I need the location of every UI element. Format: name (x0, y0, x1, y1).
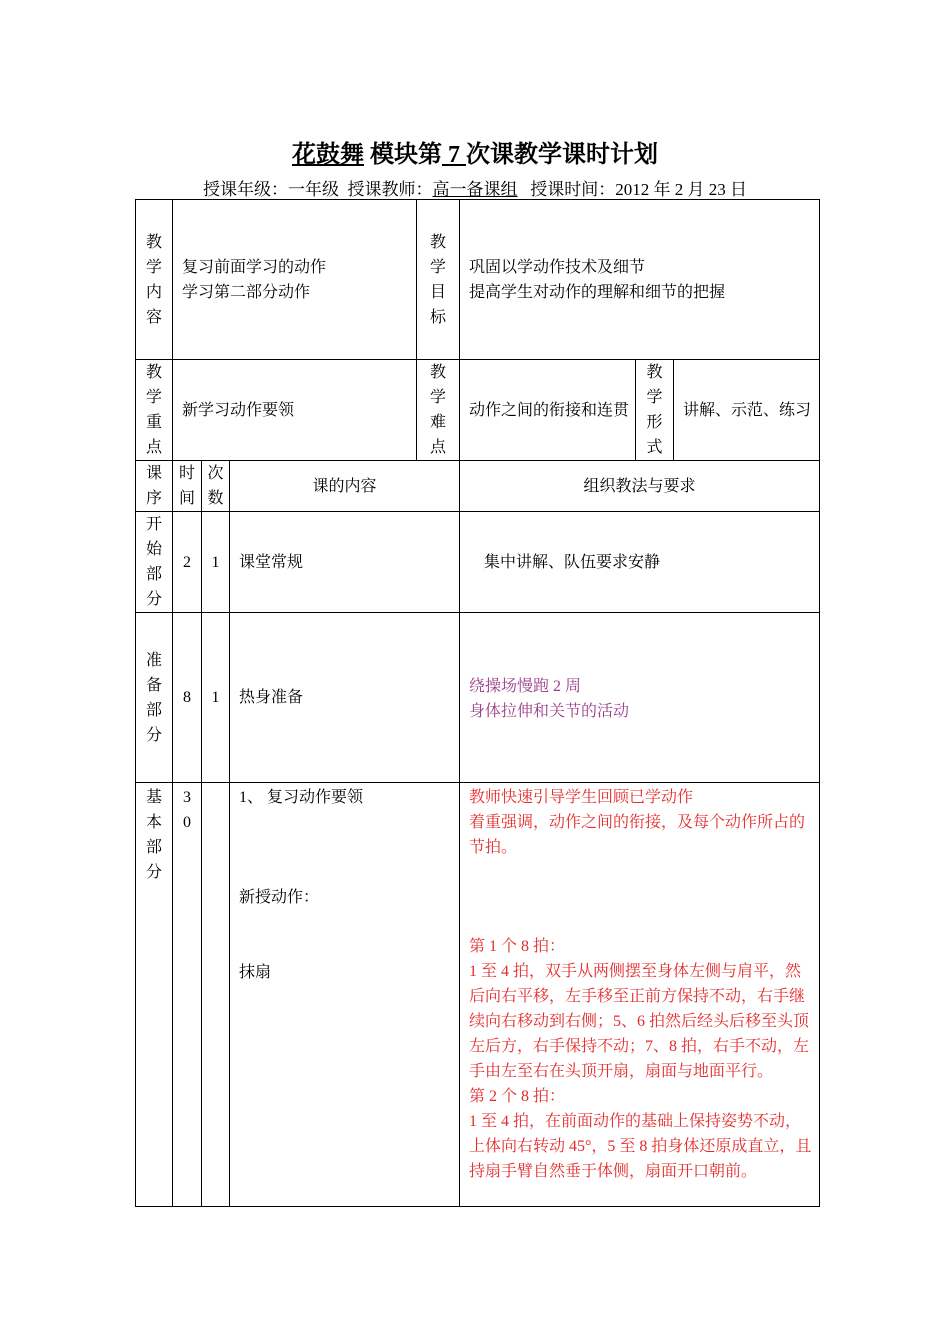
key-label: 教 学 重 点 (136, 360, 173, 461)
section-count: 1 (202, 512, 230, 613)
form-text: 讲解、示范、练习 (674, 360, 820, 461)
content-label: 教 学 内 容 (136, 200, 173, 360)
key-text: 新学习动作要领 (173, 360, 417, 461)
section-content: 热身准备 (230, 613, 460, 783)
section-row-start (136, 512, 820, 613)
difficulty-text: 动作之间的衔接和连贯 (460, 360, 636, 461)
method-header: 组织教法与要求 (460, 461, 820, 512)
section-content: 1、 复习动作要领 新授动作： 抹扇 (230, 783, 460, 1207)
section-method: 绕操场慢跑 2 周 身体拉伸和关节的活动 (460, 613, 820, 783)
goal-text: 巩固以学动作技术及细节 提高学生对动作的理解和细节的把握 (460, 200, 820, 360)
order-header: 课 序 (136, 461, 173, 512)
section-row-prepare (136, 613, 820, 783)
count-header: 次 数 (202, 461, 230, 512)
section-time: 3 0 (173, 783, 202, 1207)
lesson-info-line: 授课年级：一年级 授课教师：高一备课组 授课时间：2012 年 2 月 23 日 (203, 180, 747, 199)
section-time: 8 (173, 613, 202, 783)
form-label: 教 学 形 式 (636, 360, 674, 461)
section-content: 课堂常规 (230, 512, 460, 613)
section-name: 准 备 部 分 (136, 613, 173, 783)
section-name: 基 本 部 分 (136, 783, 173, 1207)
difficulty-label: 教 学 难 点 (417, 360, 460, 461)
section-count (202, 783, 230, 1207)
content-goal-row (136, 200, 820, 360)
section-time: 2 (173, 512, 202, 613)
section-method: 教师快速引导学生回顾已学动作 着重强调，动作之间的衔接，及每个动作所占的节拍。 第 1 个 8 拍： 1 至 4 拍，双手从两侧摆至身体左侧与肩平，然后向右平移，左手移至正前方保持不动，右手继续向右移动到右侧；5、6 拍然后经头后移至头顶左后方，右手保持不动；7、8 拍，右手不动，左手由左至右在头顶开扇，扇面与地面平行。 第 2 个 8 拍： 1 至 4 拍，在前面动作的基础上保持姿势不动，上体向右转动 45°，5 至 8 拍身体还原成直立，且持扇手臂自然垂于体侧，扇面开口朝前。 (460, 783, 820, 1207)
section-method: 集中讲解、队伍要求安静 (460, 512, 820, 613)
time-header: 时 间 (173, 461, 202, 512)
page-title: 花鼓舞 模块第 7 次课教学课时计划 (292, 142, 658, 168)
goal-label: 教 学 目 标 (417, 200, 460, 360)
section-row-basic (136, 783, 820, 1207)
lesson-plan-table (135, 199, 820, 1207)
content-header: 课的内容 (230, 461, 460, 512)
section-count: 1 (202, 613, 230, 783)
key-difficulty-row (136, 360, 820, 461)
content-text: 复习前面学习的动作 学习第二部分动作 (173, 200, 417, 360)
section-name: 开 始 部 分 (136, 512, 173, 613)
column-header-row (136, 461, 820, 512)
